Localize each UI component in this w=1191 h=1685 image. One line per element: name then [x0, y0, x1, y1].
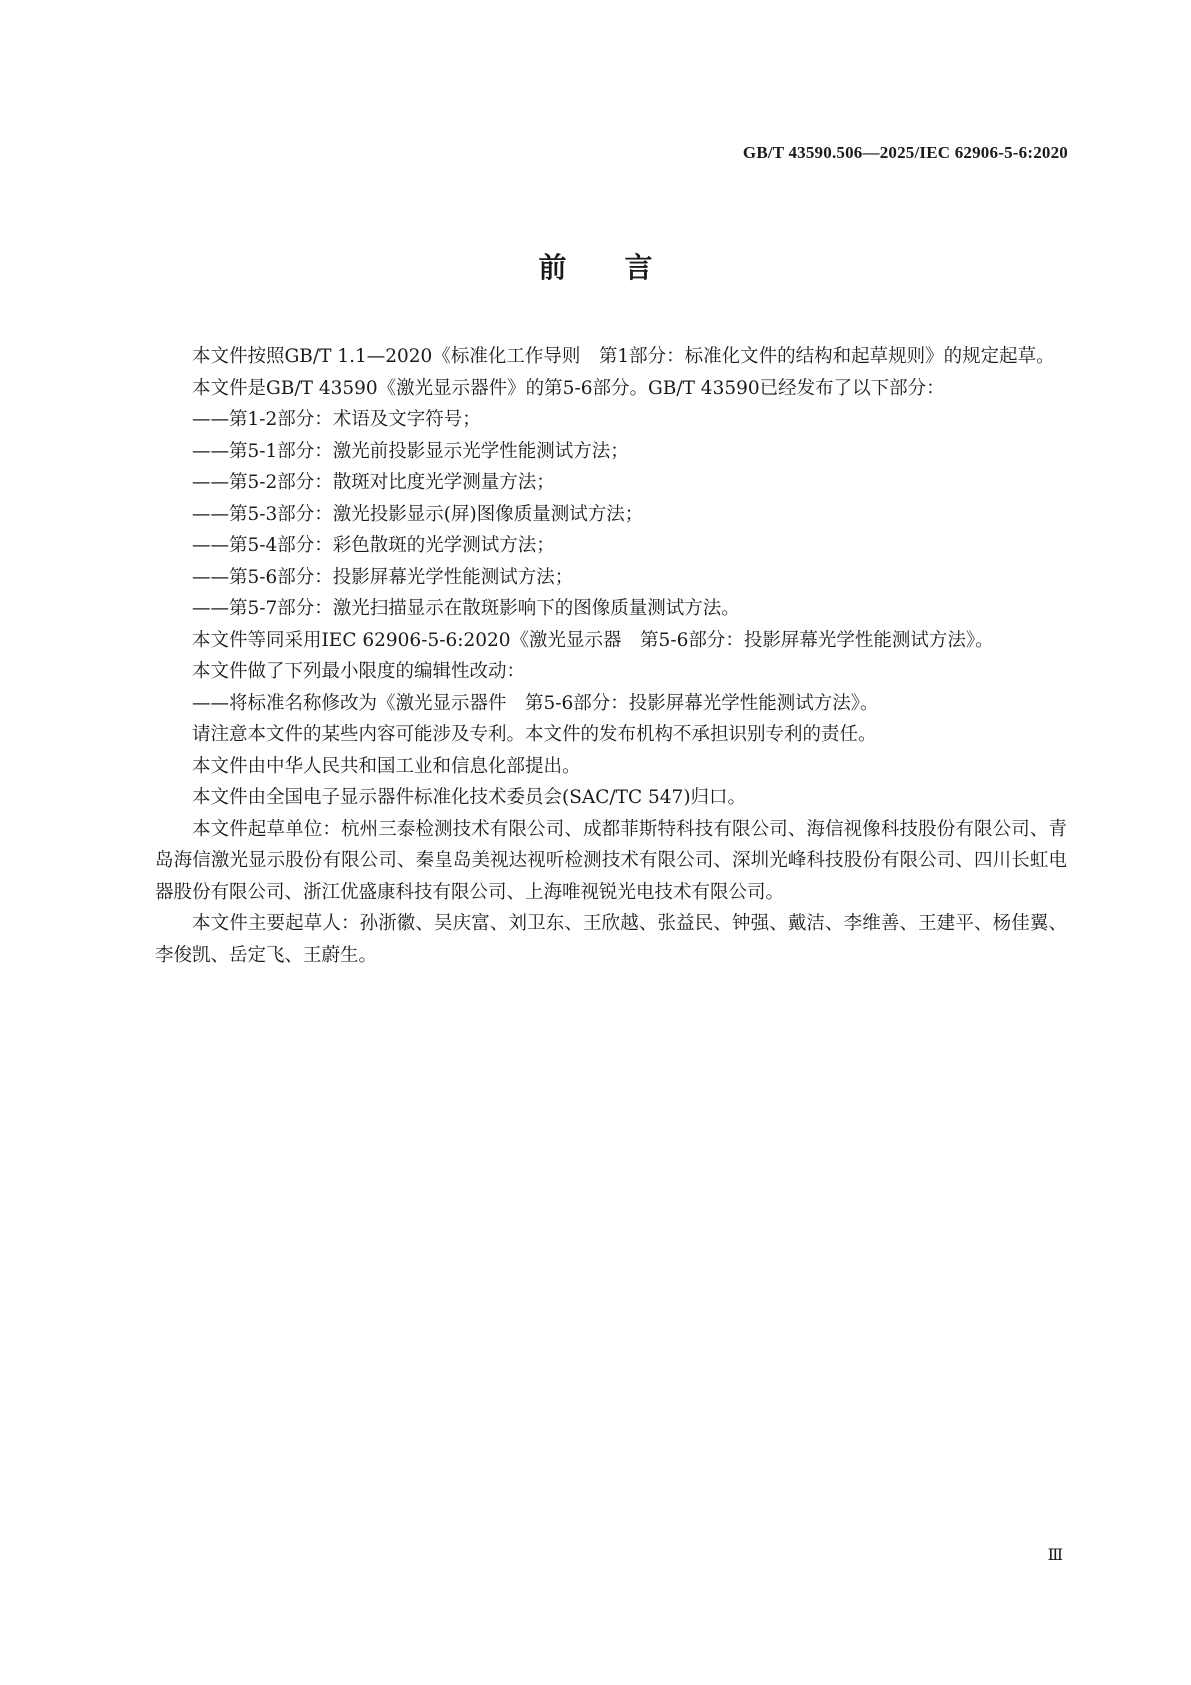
paragraph-drafting-units: 本文件起草单位：杭州三泰检测技术有限公司、成都菲斯特科技有限公司、海信视像科技股份有限公司、青岛海信激光显示股份有限公司、秦皇岛美视达视听检测技术有限公司、深圳光峰科技股份有限公司、四川长虹电器股份有限公司、浙江优盛康科技有限公司、上海唯视锐光电技术有限公司。 — [155, 818, 1067, 903]
list-item-part-5-4: ——第5-4部分：彩色散斑的光学测试方法； — [192, 535, 555, 556]
page-number: Ⅲ — [1047, 1547, 1063, 1564]
paragraph-adoption: 本文件等同采用IEC 62906-5-6:2020《激光显示器 第5-6部分：投影屏幕光学性能测试方法》。 — [192, 629, 994, 651]
list-item-part-5-1: ——第5-1部分：激光前投影显示光学性能测试方法； — [192, 440, 629, 462]
list-item-part-5-6: ——第5-6部分：投影屏幕光学性能测试方法； — [192, 566, 574, 588]
list-item-part-5-2: ——第5-2部分：散斑对比度光学测量方法； — [192, 472, 555, 493]
paragraph-patent-notice: 请注意本文件的某些内容可能涉及专利。本文件的发布机构不承担识别专利的责任。 — [192, 724, 877, 745]
page-title: 前言 — [538, 251, 711, 284]
document-body — [155, 341, 1067, 971]
paragraph-drafting-rules: 本文件按照GB/T 1.1—2020《标准化工作导则 第1部分：标准化文件的结构和起草规则》的规定起草。 — [192, 346, 1055, 367]
list-item-part-1-2: ——第1-2部分：术语及文字符号； — [192, 409, 481, 430]
list-item-part-5-3: ——第5-3部分：激光投影显示(屏)图像质量测试方法； — [192, 503, 644, 525]
list-item-name-change: ——将标准名称修改为《激光显示器件 第5-6部分：投影屏幕光学性能测试方法》。 — [192, 692, 879, 714]
paragraph-proposer: 本文件由中华人民共和国工业和信息化部提出。 — [192, 755, 581, 777]
list-item-part-5-7: ——第5-7部分：激光扫描显示在散斑影响下的图像质量测试方法。 — [192, 598, 740, 619]
paragraph-drafters: 本文件主要起草人：孙浙徽、吴庆富、刘卫东、王欣越、张益民、钟强、戴洁、李维善、王建平、杨佳翼、李俊凯、岳定飞、王蔚生。 — [155, 913, 1067, 966]
paragraph-series-intro: 本文件是GB/T 43590《激光显示器件》的第5-6部分。GB/T 43590已经发布了以下部分： — [192, 377, 945, 399]
paragraph-committee: 本文件由全国电子显示器件标准化技术委员会(SAC/TC 547)归口。 — [192, 787, 747, 808]
paragraph-editorial-changes: 本文件做了下列最小限度的编辑性改动： — [192, 661, 526, 682]
standard-code: GB/T 43590.506—2025/IEC 62906-5-6:2020 — [742, 143, 1068, 162]
